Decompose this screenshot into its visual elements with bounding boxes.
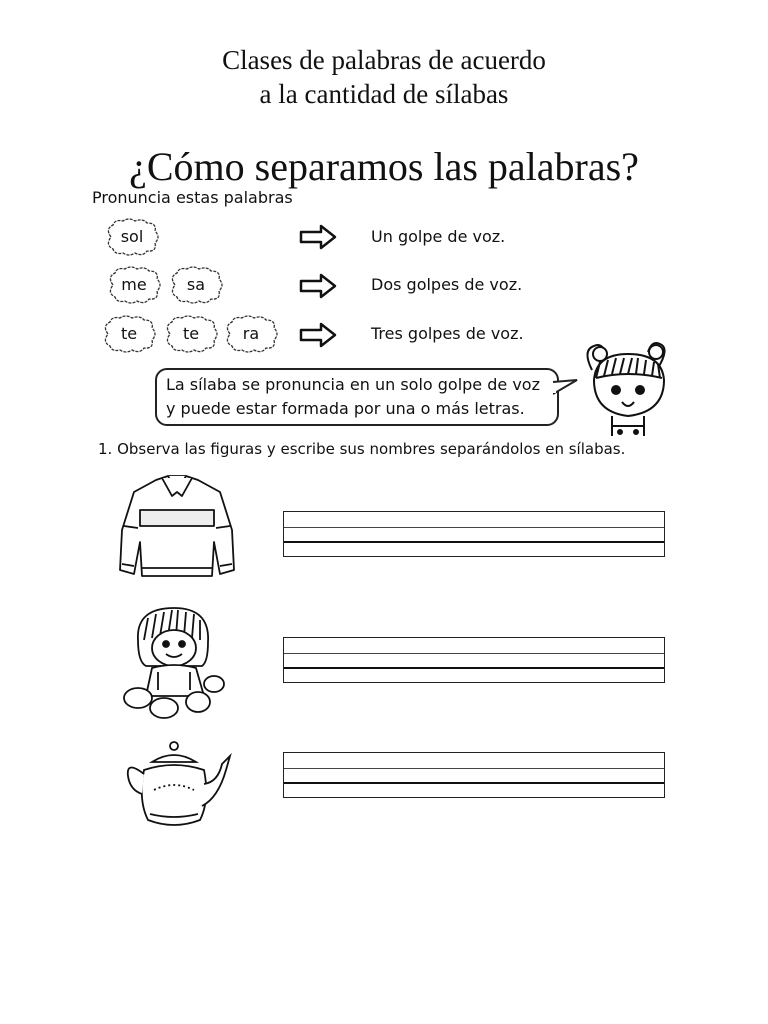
bubble-text — [166, 373, 566, 421]
syllable-cloud — [103, 217, 161, 257]
arrow-right-icon — [299, 224, 337, 250]
syllable-cloud — [167, 265, 225, 305]
syllable-cloud — [222, 314, 280, 354]
answer-lines[interactable] — [283, 752, 665, 798]
section-heading: ¿Cómo separamos las palabras? — [129, 144, 639, 189]
row-description: Un golpe de voz. — [371, 227, 506, 246]
instruction-text: Pronuncia estas palabras — [92, 188, 293, 207]
sweater-icon — [116, 470, 238, 580]
answer-lines[interactable] — [283, 637, 665, 683]
syllable-text: ra — [242, 324, 260, 343]
syllable-cloud — [105, 265, 163, 305]
exercise-instruction: 1. Observa las figuras y escribe sus nombres separándolos en sílabas. — [98, 440, 626, 458]
girl-icon — [572, 340, 684, 440]
syllable-text: me — [121, 275, 147, 294]
syllable-text: sol — [120, 227, 144, 246]
teapot-icon — [118, 740, 238, 832]
arrow-right-icon — [299, 322, 337, 348]
syllable-text: sa — [186, 275, 206, 294]
syllable-text: te — [182, 324, 200, 343]
syllable-text: te — [120, 324, 138, 343]
page-title-line1: Clases de palabras de acuerdo — [222, 45, 546, 75]
syllable-cloud — [162, 314, 220, 354]
row-description: Tres golpes de voz. — [371, 324, 524, 343]
arrow-right-icon — [299, 273, 337, 299]
doll-icon — [118, 600, 226, 722]
page-title-line2: a la cantidad de sílabas — [259, 79, 509, 109]
bubble-line1: La sílaba se pronuncia en un solo golpe de voz — [166, 375, 540, 394]
answer-lines[interactable] — [283, 511, 665, 557]
row-description: Dos golpes de voz. — [371, 275, 523, 294]
bubble-line2: y puede estar formada por una o más letras. — [166, 399, 525, 418]
syllable-cloud — [100, 314, 158, 354]
